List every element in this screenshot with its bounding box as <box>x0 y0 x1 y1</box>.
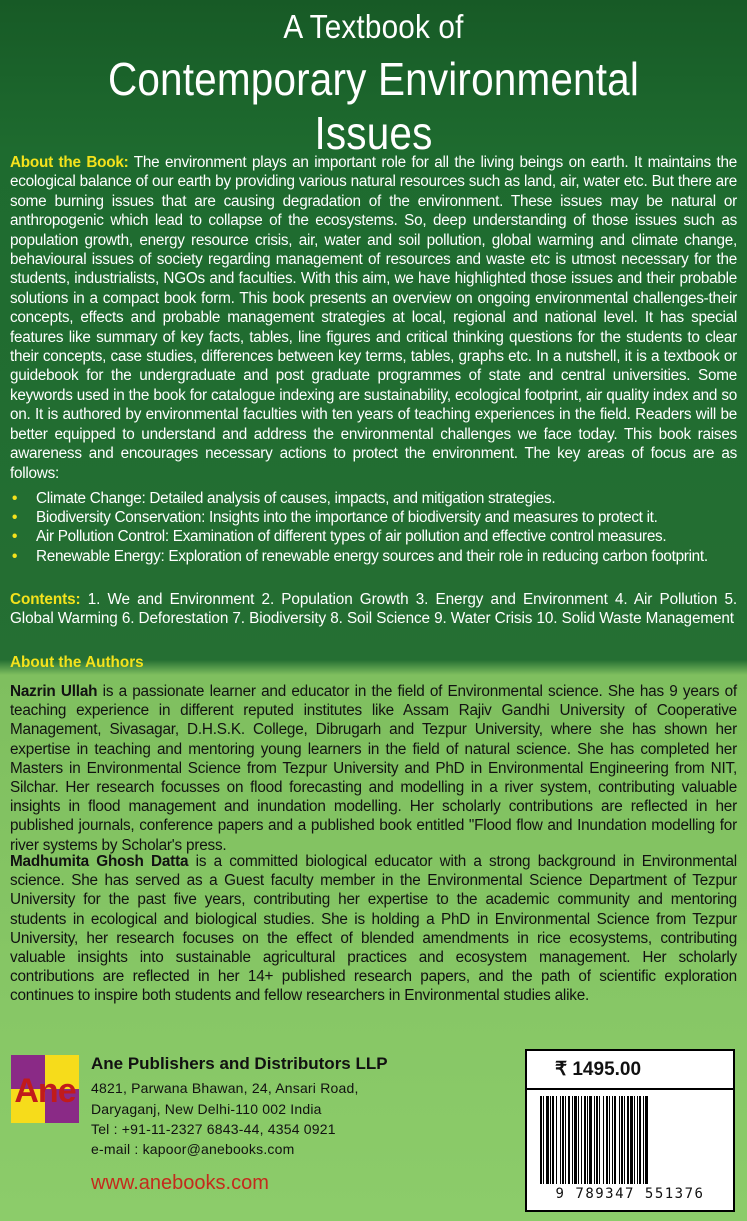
publisher-name: Ane Publishers and Distributors LLP <box>91 1054 388 1073</box>
list-item: • Air Pollution Control: Examination of different types of air pollution and effective control measures. <box>12 528 667 546</box>
bullet-icon: • <box>12 528 18 546</box>
list-item: • Climate Change: Detailed analysis of causes, impacts, and mitigation strategies. <box>12 490 556 507</box>
isbn-number: 9 789347 551376 <box>555 1186 705 1202</box>
publisher-address-line-1: 4821, Parwana Bhawan, 24, Ansari Road, <box>91 1080 359 1096</box>
author-name: Nazrin Ullah <box>10 683 98 700</box>
author-bio-text: is a committed biological educator with a strong background in Environmental science. She has served as a Guest faculty member in the Environmental Science Department of Tezpur University for the past five years, contributing her expertise to the academic community and mentoring students in ecological and biological studies. She is holding a PhD in Environmental Science from Tezpur University, her research focuses on the effect of blended amendments in rice ecosystems, contributing valuable insights into sustainable agricultural practices and ecosystem management. Her scholarly contributions are reflected in her 14+ published research papers, and the path of scientific exploration continues to inspire both students and fellow researchers in Environmental studies alike. <box>10 853 737 1005</box>
bullet-icon: • <box>12 509 18 527</box>
publisher-logo <box>11 1055 79 1123</box>
author-bio-text: is a passionate learner and educator in the field of Environmental science. She has 9 years of teaching experience in different reputed institutes like Assam Rajiv Gandhi University of Cooperative Management, Sivasagar, D.H.S.K. College, Dibrugarh and Tezpur University, where she has shown her expertise in teaching and mentoring young learners in the field of natural science. She has completed her Masters in Environmental Science from Tezpur University and PhD in Environmental Engineering from NIT, Silchar. Her research focusses on flood forecasting and modelling in a river system, contributing valuable insights in flood management and inundation modelling. Her scholarly contributions are reflected in her published journals, conference papers and a published book entitled "Flood flow and Inundation modelling for river systems by Scholar's press. <box>10 683 737 854</box>
author-name: Madhumita Ghosh Datta <box>10 853 189 870</box>
book-title: Contemporary Environmental Issues <box>107 53 640 159</box>
focus-areas-list <box>10 489 737 566</box>
about-book-text: The environment plays an important role for all the living beings on earth. It maintains the ecological balance of our earth by providing various natural resources such as land, air, water etc. But there are some burning issues that are causing degradation of the environment. These issues may be natural or anthropogenic which lead to collapse of the ecosystems. So, deep understanding of those issues such as population growth, energy resource crisis, air, water and soil pollution, global warming and climate change, behavioural issues of society regarding management of resources and waste etc is utmost necessary for the students, industrialists, NGOs and faculties. With this aim, we have highlighted those issues and their probable solutions in a compact book form. This book presents an overview on ongoing environmental challenges-their concepts, effects and probable management strategies at local, regional and national level. It has special features like summary of key facts, tables, line figures and critical thinking questions for the students to clear their concepts, case studies, differences between key terms, tables, graphs etc. In a nutshell, it is a textbook or guidebook for the undergraduate and post graduate programmes of state and central universities. Some keywords used in the book for catalogue indexing are sustainability, ecological footprint, air quality index and so on. It is authored by environmental faculties with ten years of teaching experiences in the field. Readers will be better equipped to understand and address the environmental challenges we face today. This book raises awareness and encourages necessary actions to protect the environment. The key areas of focus are as follows: <box>10 154 737 482</box>
barcode-icon <box>538 1096 724 1186</box>
publisher-website: www.anebooks.com <box>91 1172 269 1194</box>
contents-text: 1. We and Environment 2. Population Growth 3. Energy and Environment 4. Air Pollution 5. Global Warming 6. Deforestation 7. Biodiversity 8. Soil Science 9. Water Crisis 10. Solid Waste Management <box>10 591 738 628</box>
bullet-icon: • <box>12 490 18 507</box>
divider <box>527 1088 733 1090</box>
title-line-1: A Textbook of <box>283 8 464 45</box>
bullet-icon: • <box>12 547 18 565</box>
list-item: • Renewable Energy: Exploration of renewable energy sources and their role in reducing carbon footprint. <box>12 547 708 565</box>
publisher-phone: Tel : +91-11-2327 6843-44, 4354 0921 <box>91 1121 336 1137</box>
publisher-address-line-2: Daryaganj, New Delhi-110 002 India <box>91 1101 322 1117</box>
publisher-email: e-mail : kapoor@anebooks.com <box>91 1141 295 1157</box>
author-bio <box>10 852 737 1006</box>
price-barcode-box <box>525 1049 735 1212</box>
about-book-label: About the Book: <box>10 154 129 171</box>
author-bio <box>10 682 737 855</box>
contents-label: Contents: <box>10 591 81 608</box>
logo-text: Ane <box>14 1072 76 1110</box>
price-label: ₹ 1495.00 <box>555 1059 642 1080</box>
contents-section <box>10 590 737 628</box>
about-the-book <box>10 153 737 483</box>
list-item: • Biodiversity Conservation: Insights into the importance of biodiversity and measures to protect it. <box>12 509 658 527</box>
authors-heading: About the Authors <box>10 654 144 671</box>
